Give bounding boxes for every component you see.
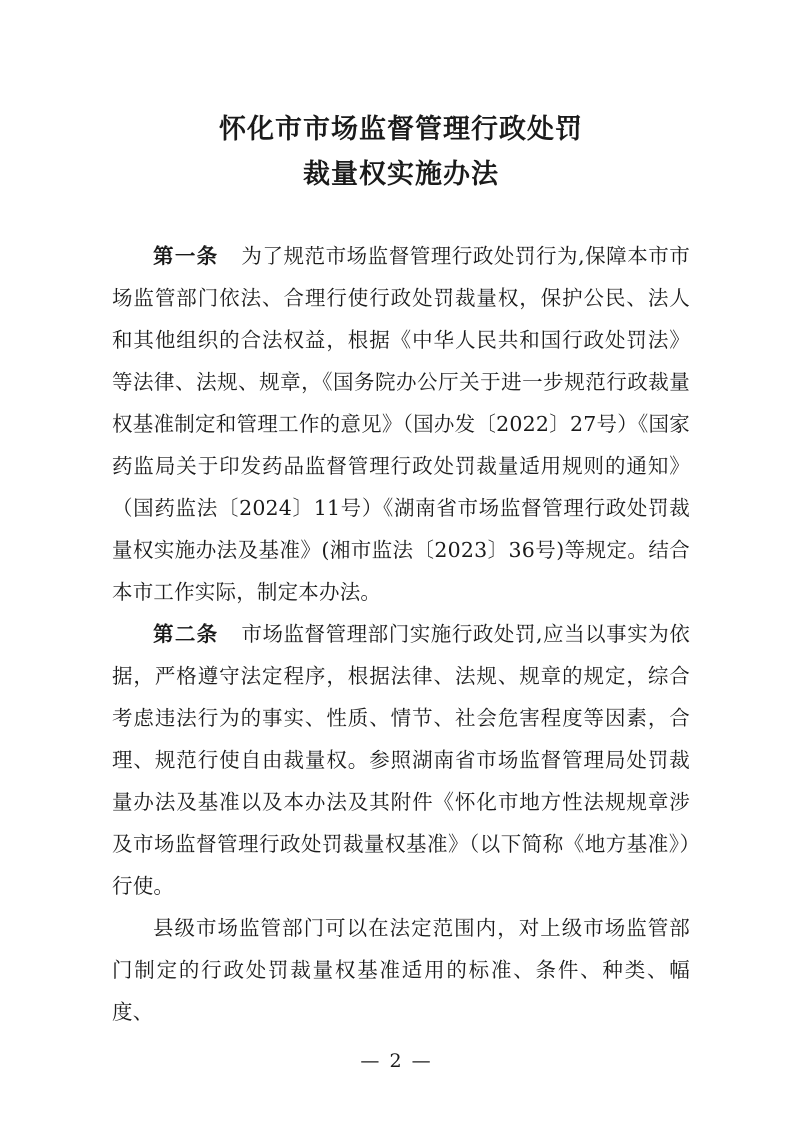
clause-label-2: 第二条 bbox=[153, 622, 219, 647]
title-line-2: 裁量权实施办法 bbox=[303, 158, 499, 190]
paragraph-continuation bbox=[112, 907, 690, 1033]
page-footer bbox=[0, 1050, 793, 1072]
paragraph-text-1: 为了规范市场监督管理行政处罚行为,保障本市市场监管部门依法、合理行使行政处罚裁量权，保护公民、法人和其他组织的合法权益，根据《中华人民共和国行政处罚法》等法律、法规、规章，《国务院办公厅关于进一步规范行政裁量权基准制定和管理工作的意见》（国办发〔2022〕27号）《国家药监局关于印发药品监督管理行政处罚裁量适用规则的通知》（国药监法〔2024〕11号）《湖南省市场监督管理行政处罚裁量权实施办法及基准》(湘市监法〔2023〕36号)等规定。结合本市工作实际，制定本办法。 bbox=[112, 244, 691, 605]
paragraph-text-3: 县级市场监管部门可以在法定范围内，对上级市场监管部门制定的行政处罚裁量权基准适用的标准、条件、种类、幅度、 bbox=[112, 916, 690, 1025]
paragraph-article-1 bbox=[112, 235, 690, 613]
clause-label-1: 第一条 bbox=[153, 244, 219, 269]
paragraph-article-2 bbox=[112, 613, 690, 907]
document-content bbox=[112, 0, 690, 1033]
page-title bbox=[112, 0, 690, 197]
title-line-1: 怀化市市场监督管理行政处罚 bbox=[219, 114, 583, 145]
paragraph-text-2: 市场监督管理部门实施行政处罚,应当以事实为依据，严格遵守法定程序，根据法律、法规、规章的规定，综合考虑违法行为的事实、性质、情节、社会危害程度等因素，合理、规范行使自由裁量权。参照湖南省市场监督管理局处罚裁量办法及基准以及本办法及其附件《怀化市地方性法规规章涉及市场监督管理行政处罚裁量权基准》（以下简称《地方基准》）行使。 bbox=[112, 622, 691, 899]
page-number: — 2 — bbox=[360, 1050, 433, 1072]
document-body bbox=[112, 235, 690, 1033]
